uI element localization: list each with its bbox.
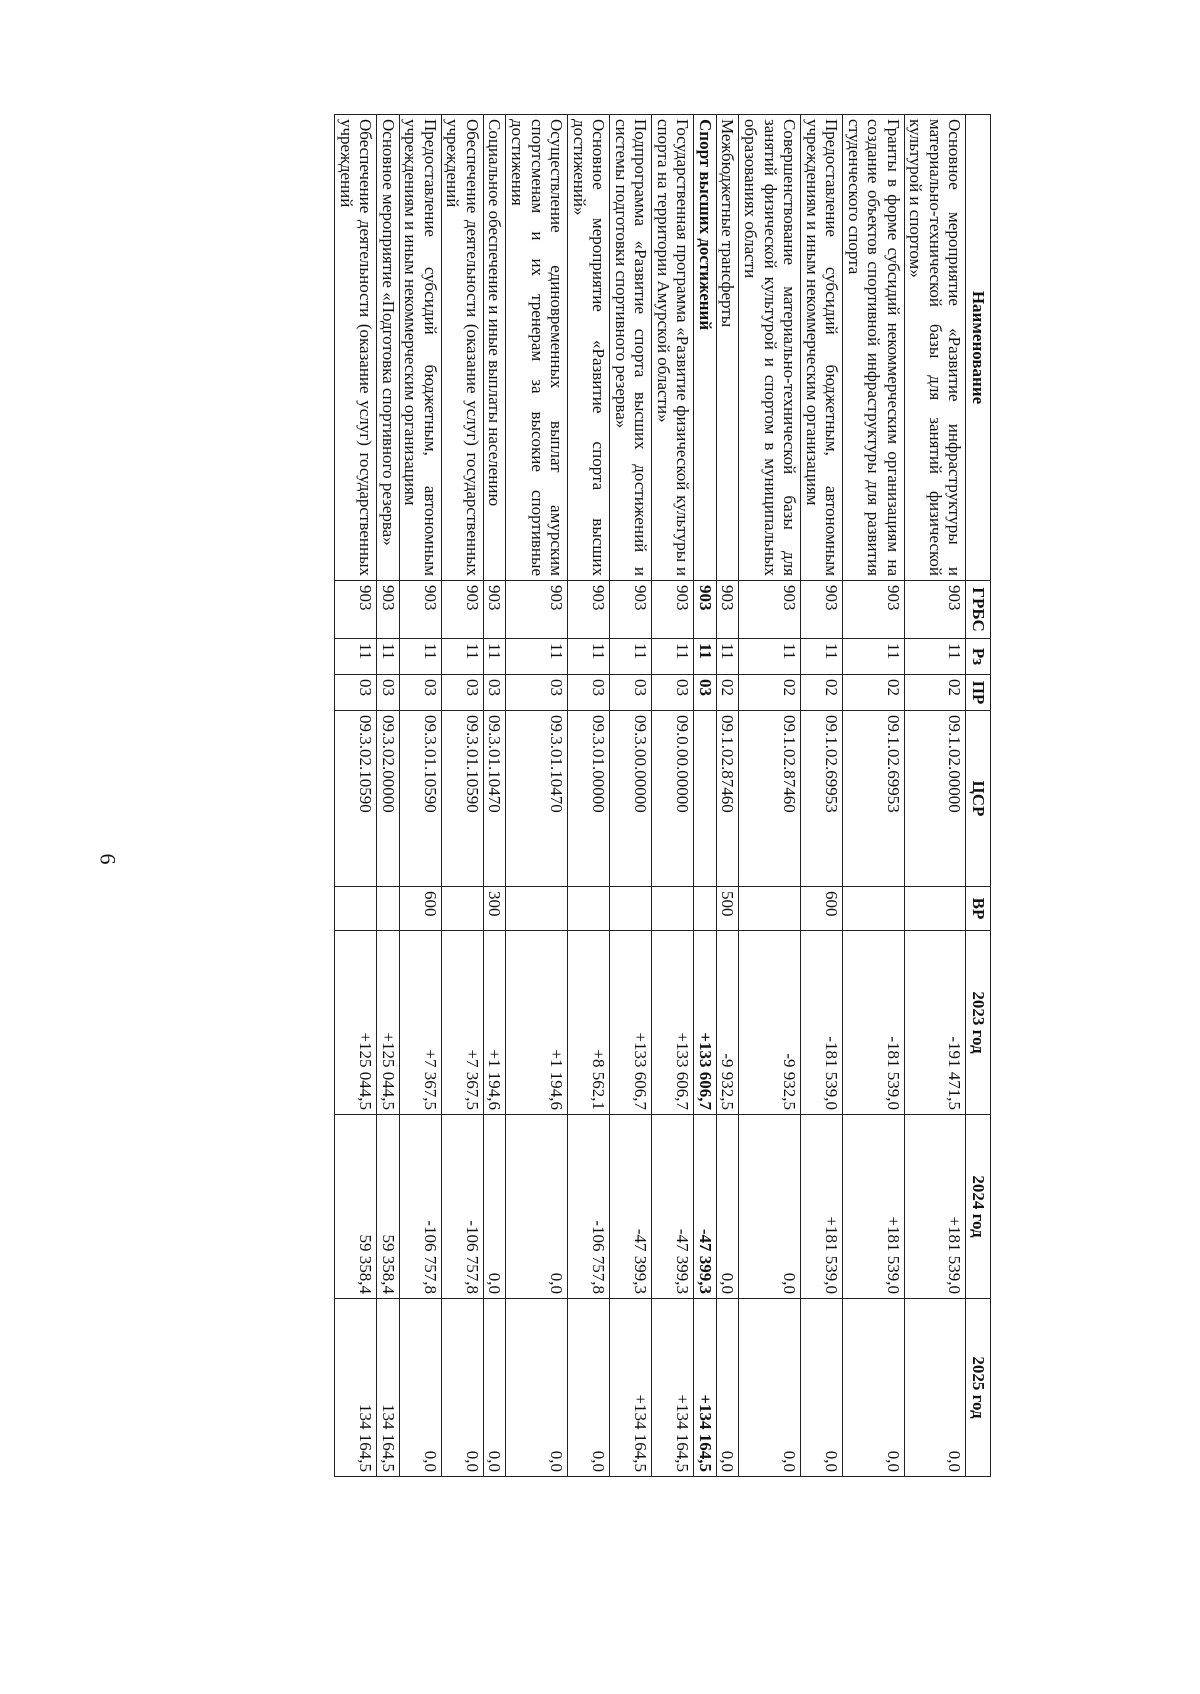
cell-2024: 0,0 [739,1115,801,1299]
cell-2023: +133 606,7 [652,931,694,1115]
cell-rz: 11 [843,639,905,675]
cell-name: Совершенствование материально-технической базы для занятий физической культурой и спортом в муниципальных образованиях области [739,115,801,581]
cell-grbs: 903 [399,581,441,639]
cell-pr: 02 [739,675,801,711]
cell-name: Основное мероприятие «Развитие спорта высших достижений» [568,115,610,581]
cell-csr: 09.3.01.00000 [568,711,610,887]
cell-2023: +133 606,7 [610,931,652,1115]
table-row [568,115,610,1477]
header-name: Наименование [966,115,991,581]
table-row [904,115,966,1477]
table-row [694,115,717,1477]
cell-name: Социальное обеспечение и иные выплаты населению [483,115,506,581]
cell-2025: 0,0 [399,1299,441,1477]
cell-rz: 11 [483,639,506,675]
table-row [843,115,905,1477]
cell-grbs: 903 [441,581,483,639]
cell-2025: 0,0 [716,1299,739,1477]
cell-csr: 09.1.02.69953 [801,711,843,887]
cell-csr: 09.3.01.10470 [483,711,506,887]
cell-grbs: 903 [739,581,801,639]
cell-2023: +125 044,5 [335,931,377,1115]
cell-2024: +181 539,0 [801,1115,843,1299]
page-number: 6 [95,853,121,865]
cell-2023: -191 471,5 [904,931,966,1115]
cell-csr: 09.1.02.87460 [739,711,801,887]
cell-csr: 09.3.02.00000 [377,711,400,887]
cell-vr [568,887,610,931]
cell-2024: -106 757,8 [441,1115,483,1299]
cell-vr [335,887,377,931]
cell-rz: 11 [694,639,717,675]
header-vr: ВР [966,887,991,931]
cell-csr [694,711,717,887]
cell-2024: -47 399,3 [610,1115,652,1299]
budget-table [334,114,991,1477]
cell-pr: 02 [716,675,739,711]
cell-pr: 03 [483,675,506,711]
cell-2024: +181 539,0 [843,1115,905,1299]
table-row [652,115,694,1477]
table-row [610,115,652,1477]
header-2025: 2025 год [966,1299,991,1477]
table-row [506,115,568,1477]
cell-name: Основное мероприятие «Подготовка спортивного резерва» [377,115,400,581]
table-row [801,115,843,1477]
cell-rz: 11 [377,639,400,675]
cell-2023: -9 932,5 [739,931,801,1115]
cell-pr: 03 [652,675,694,711]
cell-2025: 0,0 [904,1299,966,1477]
cell-2023: +7 367,5 [399,931,441,1115]
table-row [399,115,441,1477]
cell-pr: 02 [904,675,966,711]
cell-vr [441,887,483,931]
cell-grbs: 903 [716,581,739,639]
cell-name: Осуществление единовременных выплат амурским спортсменам и их тренерам за высокие спортивные достижения [506,115,568,581]
header-csr: ЦСР [966,711,991,887]
cell-pr: 03 [335,675,377,711]
cell-grbs: 903 [694,581,717,639]
cell-2023: +1 194,6 [483,931,506,1115]
cell-csr: 09.3.02.10590 [335,711,377,887]
cell-2023: -181 539,0 [801,931,843,1115]
cell-rz: 11 [441,639,483,675]
header-2024: 2024 год [966,1115,991,1299]
cell-rz: 11 [399,639,441,675]
budget-table-container [213,114,991,1476]
cell-2024: -106 757,8 [399,1115,441,1299]
cell-2023: +8 562,1 [568,931,610,1115]
header-pr: ПР [966,675,991,711]
cell-pr: 03 [506,675,568,711]
cell-2025: 0,0 [739,1299,801,1477]
cell-vr [843,887,905,931]
cell-2024: -106 757,8 [568,1115,610,1299]
cell-grbs: 903 [843,581,905,639]
table-header-row [966,115,991,1477]
cell-name: Гранты в форме субсидий некоммерческим организациям на создание объектов спортивной инфраструктуры для развития студенческого спорта [843,115,905,581]
cell-rz: 11 [610,639,652,675]
cell-rz: 11 [904,639,966,675]
cell-vr [610,887,652,931]
cell-2025: +134 164,5 [694,1299,717,1477]
cell-2024: 0,0 [506,1115,568,1299]
cell-vr: 500 [716,887,739,931]
header-grbs: ГРБС [966,581,991,639]
cell-vr: 600 [399,887,441,931]
cell-name: Обеспечение деятельности (оказание услуг) государственных учреждений [335,115,377,581]
cell-rz: 11 [739,639,801,675]
cell-rz: 11 [716,639,739,675]
cell-pr: 02 [843,675,905,711]
cell-2025: 0,0 [441,1299,483,1477]
cell-2023: -181 539,0 [843,931,905,1115]
cell-rz: 11 [506,639,568,675]
cell-name: Предоставление субсидий бюджетным, автономным учреждениям и иным некоммерческим организациям [399,115,441,581]
table-row [716,115,739,1477]
table-row [441,115,483,1477]
cell-grbs: 903 [904,581,966,639]
cell-pr: 02 [801,675,843,711]
cell-2024: 59 358,4 [335,1115,377,1299]
cell-2025: 0,0 [483,1299,506,1477]
cell-grbs: 903 [335,581,377,639]
cell-vr [377,887,400,931]
cell-grbs: 903 [568,581,610,639]
header-rz: Рз [966,639,991,675]
cell-2024: 59 358,4 [377,1115,400,1299]
cell-name: Основное мероприятие «Развитие инфраструктуры и материально-технической базы для занятий физической культурой и спортом» [904,115,966,581]
cell-pr: 03 [694,675,717,711]
cell-name: Подпрограмма «Развитие спорта высших достижений и системы подготовки спортивного резерва» [610,115,652,581]
table-row [377,115,400,1477]
cell-name: Предоставление субсидий бюджетным, автономным учреждениям и иным некоммерческим организациям [801,115,843,581]
cell-csr: 09.3.01.10470 [506,711,568,887]
cell-2025: 0,0 [843,1299,905,1477]
cell-vr [904,887,966,931]
cell-name: Спорт высших достижений [694,115,717,581]
cell-vr: 600 [801,887,843,931]
cell-grbs: 903 [652,581,694,639]
cell-pr: 03 [399,675,441,711]
cell-2023: +1 194,6 [506,931,568,1115]
cell-2023: +125 044,5 [377,931,400,1115]
cell-csr: 09.3.01.10590 [399,711,441,887]
cell-rz: 11 [568,639,610,675]
cell-vr [694,887,717,931]
cell-2025: 0,0 [506,1299,568,1477]
cell-pr: 03 [610,675,652,711]
header-2023: 2023 год [966,931,991,1115]
cell-csr: 09.1.02.87460 [716,711,739,887]
cell-2024: 0,0 [716,1115,739,1299]
cell-name: Межбюджетные трансферты [716,115,739,581]
cell-csr: 09.3.01.10590 [441,711,483,887]
table-row [739,115,801,1477]
table-row [335,115,377,1477]
cell-2025: 0,0 [568,1299,610,1477]
cell-csr: 09.0.00.00000 [652,711,694,887]
cell-name: Государственная программа «Развитие физической культуры и спорта на территории Амурской области» [652,115,694,581]
cell-2025: +134 164,5 [652,1299,694,1477]
cell-grbs: 903 [610,581,652,639]
cell-pr: 03 [568,675,610,711]
cell-rz: 11 [801,639,843,675]
cell-csr: 09.3.00.00000 [610,711,652,887]
cell-rz: 11 [652,639,694,675]
cell-2024: -47 399,3 [694,1115,717,1299]
cell-vr: 300 [483,887,506,931]
cell-name: Обеспечение деятельности (оказание услуг) государственных учреждений [441,115,483,581]
cell-vr [506,887,568,931]
cell-2025: 134 164,5 [377,1299,400,1477]
cell-2025: 134 164,5 [335,1299,377,1477]
cell-2025: +134 164,5 [610,1299,652,1477]
table-row [483,115,506,1477]
cell-2024: -47 399,3 [652,1115,694,1299]
cell-grbs: 903 [377,581,400,639]
cell-grbs: 903 [483,581,506,639]
cell-rz: 11 [335,639,377,675]
cell-csr: 09.1.02.00000 [904,711,966,887]
cell-2024: 0,0 [483,1115,506,1299]
cell-pr: 03 [377,675,400,711]
cell-csr: 09.1.02.69953 [843,711,905,887]
cell-vr [739,887,801,931]
cell-pr: 03 [441,675,483,711]
cell-grbs: 903 [506,581,568,639]
cell-2023: +133 606,7 [694,931,717,1115]
cell-grbs: 903 [801,581,843,639]
cell-2024: +181 539,0 [904,1115,966,1299]
cell-vr [652,887,694,931]
cell-2023: -9 932,5 [716,931,739,1115]
cell-2025: 0,0 [801,1299,843,1477]
cell-2023: +7 367,5 [441,931,483,1115]
